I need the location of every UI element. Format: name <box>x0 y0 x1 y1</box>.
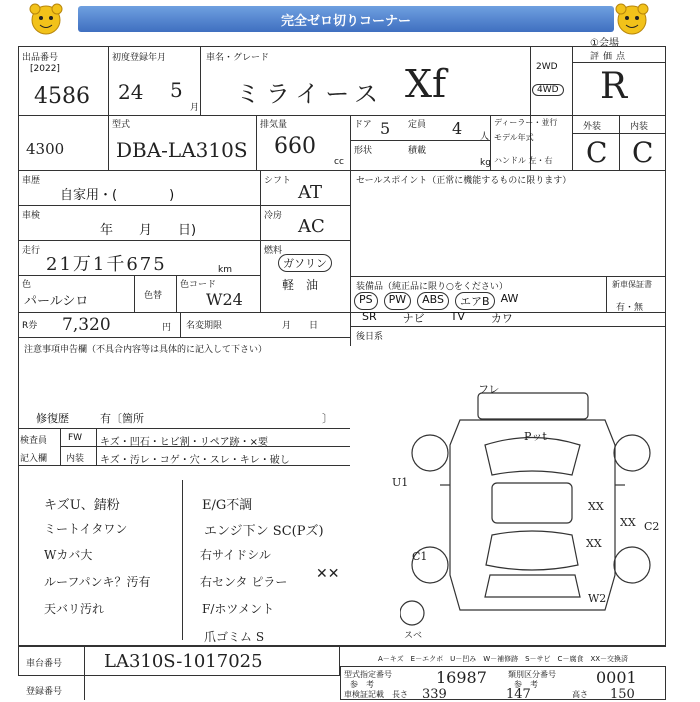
note-3: ルーフパンキ？汚有 <box>44 575 151 589</box>
diag-label-1: Pッt <box>524 430 547 443</box>
diag-label-5: XX <box>620 516 636 529</box>
equipment-row2 <box>362 310 513 326</box>
width-value: 147 <box>506 687 531 702</box>
score-value: R <box>600 66 628 107</box>
equip-pw: PW <box>384 292 412 310</box>
int-label: 内装 <box>630 122 649 132</box>
cap-unit: 人 <box>480 132 490 142</box>
disp-value: 660 <box>274 134 316 159</box>
mileage-value: 21万1千675 <box>46 254 167 275</box>
length-value: 339 <box>422 687 447 702</box>
color-label: 色 <box>22 280 32 290</box>
sales-point-label: セールスポイント（正常に機能するものに限ります） <box>356 176 572 186</box>
mileage-label: 走行 <box>22 246 41 256</box>
cap-value: 4 <box>452 119 463 138</box>
diag-label-7: C1 <box>412 550 428 563</box>
note-6: エンジ下ン SC(Pズ) <box>204 524 324 539</box>
carname-label: 車名・グレード <box>206 53 270 63</box>
notes-label: 注意事項申告欄（不具合内容等は具体的に記入して下さい） <box>24 345 268 355</box>
note-8: 右センタ ピラー <box>200 575 288 589</box>
banner-title: 完全ゼロ切りコーナー <box>280 14 411 29</box>
fuel-light: 軽 油 <box>282 278 319 292</box>
note-4: 天バリ汚れ <box>44 602 105 616</box>
int-items-label: 内装 <box>66 454 85 464</box>
ac-label: 冷房 <box>264 211 283 221</box>
equip-leather: カワ <box>490 312 513 325</box>
equip-airbag: エアB <box>455 292 495 310</box>
height-value: 150 <box>610 687 635 702</box>
repair-close: 〕 <box>322 412 333 425</box>
int-items: キズ・汚レ・コゲ・穴・スレ・キレ・破し <box>100 455 290 466</box>
record-label: 記入欄 <box>20 454 48 464</box>
name-change-value: 月 日 <box>282 321 319 331</box>
cap-label: 定員 <box>408 120 427 130</box>
lot-label: 出品番号 <box>22 53 59 63</box>
equip-ps: PS <box>354 292 378 310</box>
fuel-value: ガソリン <box>278 254 332 272</box>
fw-items: キズ・凹石・ヒビ割・リペア跡・×要 <box>100 437 268 448</box>
note-7: 右サイドシル <box>200 548 271 562</box>
class-ref: 参 考 <box>514 680 538 689</box>
inspector-label: 検査員 <box>20 436 48 446</box>
disp-unit: cc <box>334 157 344 167</box>
warranty-value: 有・無 <box>616 303 644 313</box>
model-value: DBA-LA310S <box>116 138 248 162</box>
top-right-text: ①会場 <box>590 38 619 49</box>
length-label: 長さ <box>392 690 408 699</box>
model-label: 型式 <box>112 120 131 130</box>
month-unit: 月 <box>190 103 200 113</box>
lot-number: 4586 <box>34 84 90 109</box>
name-change-label: 名変期限 <box>186 321 223 331</box>
recycle-value: 7,320 <box>62 315 111 335</box>
note-5: E/G不調 <box>202 498 253 513</box>
ext-label: 外装 <box>583 122 602 132</box>
disp-label: 排気量 <box>260 120 288 130</box>
inspection-value: 年 月 日) <box>100 223 197 238</box>
first-reg-label: 初度登録年月 <box>112 53 167 63</box>
mascot-left-icon <box>28 3 64 41</box>
kg-unit: kg <box>480 158 491 168</box>
ext-score: C <box>586 136 608 169</box>
year-label: [2022] <box>30 64 60 74</box>
chassis-value: LA310S-1017025 <box>104 651 263 672</box>
mascot-right-icon <box>614 3 650 41</box>
handle-label: ハンドル 左・右 <box>494 156 553 165</box>
note-9: F/ホツメント <box>202 602 275 616</box>
score-label: 評価点 <box>590 52 630 62</box>
diag-label-0: フレ <box>478 383 500 396</box>
repair-value: 有〔箇所 <box>100 412 144 425</box>
left-note: 4300 <box>26 140 65 158</box>
door-value: 5 <box>380 119 391 138</box>
load-label: 積載 <box>408 146 427 156</box>
warranty-label: 新車保証書 <box>612 280 652 289</box>
top-banner <box>0 0 700 38</box>
note-2: Wカバ大 <box>44 548 93 562</box>
note-1: ミートイタワン <box>44 522 128 536</box>
fw-label: FW <box>68 433 83 443</box>
diag-label-6: C2 <box>644 520 660 533</box>
shift-value: AT <box>298 182 323 203</box>
inspection-label: 車検 <box>22 211 41 221</box>
yen-unit: 円 <box>162 323 172 333</box>
height-label: 高さ <box>572 690 588 699</box>
equip-sr: SR <box>362 310 377 323</box>
diag-label-9: スベ <box>404 631 423 641</box>
typeno-label: 型式指定番号 <box>344 670 392 679</box>
drive-4wd: 4WD <box>532 84 564 96</box>
dealer-label: ディーラー・並行 <box>494 118 558 127</box>
car-grade: Xf <box>405 62 447 106</box>
color-value: パールシロ <box>24 294 89 309</box>
equip-abs: ABS <box>417 292 449 310</box>
km-unit: km <box>218 265 232 275</box>
fuel-label: 燃料 <box>264 246 283 256</box>
cert-label: 車検証記載 <box>344 690 384 699</box>
model-year-label: モデル年式 <box>494 133 534 142</box>
note-10: 爪ゴミム S <box>204 630 265 644</box>
history-value: 自家用・( ) <box>60 188 175 203</box>
color-code-label: 色コード <box>180 280 217 290</box>
typeno-ref: 参 考 <box>350 680 374 689</box>
ac-value: AC <box>298 216 325 237</box>
diag-label-4: XX <box>586 537 602 550</box>
typeno-value: 16987 <box>436 668 487 687</box>
first-reg-year: 24 <box>118 80 144 104</box>
note-0: キズU、錆粉 <box>44 498 120 513</box>
drive-2wd: 2WD <box>536 62 558 72</box>
door-label: ドア <box>354 120 372 130</box>
color-change-label: 色替 <box>144 291 163 301</box>
history-label: 車歴 <box>22 176 41 186</box>
diag-label-2: U1 <box>392 476 409 489</box>
first-reg-month: 5 <box>170 78 183 102</box>
equipment-label: 装備品（純正品に限り○をください） <box>356 282 508 292</box>
equip-navi: ナビ <box>402 312 425 325</box>
class-value: 0001 <box>596 668 637 687</box>
car-damage-diagram <box>400 375 662 640</box>
class-label: 類別区分番号 <box>508 670 556 679</box>
shift-label: シフト <box>264 176 292 186</box>
car-name: ミライース <box>236 80 385 108</box>
int-score: C <box>632 136 654 169</box>
equip-tv: TV <box>450 310 465 323</box>
xx-scribble: ✕✕ <box>316 566 340 582</box>
equipment-row1 <box>354 292 518 310</box>
equip-aw: AW <box>500 292 519 305</box>
chassis-label: 車台番号 <box>26 659 63 669</box>
recycle-label: R券 <box>22 321 38 331</box>
diag-label-8: W2 <box>588 592 607 605</box>
shape-label: 形状 <box>354 146 373 156</box>
seat-label: 後日系 <box>356 332 384 342</box>
repair-label: 修復歴 <box>36 412 69 425</box>
reg-label: 登録番号 <box>26 687 63 697</box>
legend: A－キズ E－エクボ U－凹み W－補修跡 S－サビ C－腐食 XX－交換済 <box>378 655 629 663</box>
diag-label-3: XX <box>588 500 604 513</box>
color-code-value: W24 <box>206 290 243 309</box>
